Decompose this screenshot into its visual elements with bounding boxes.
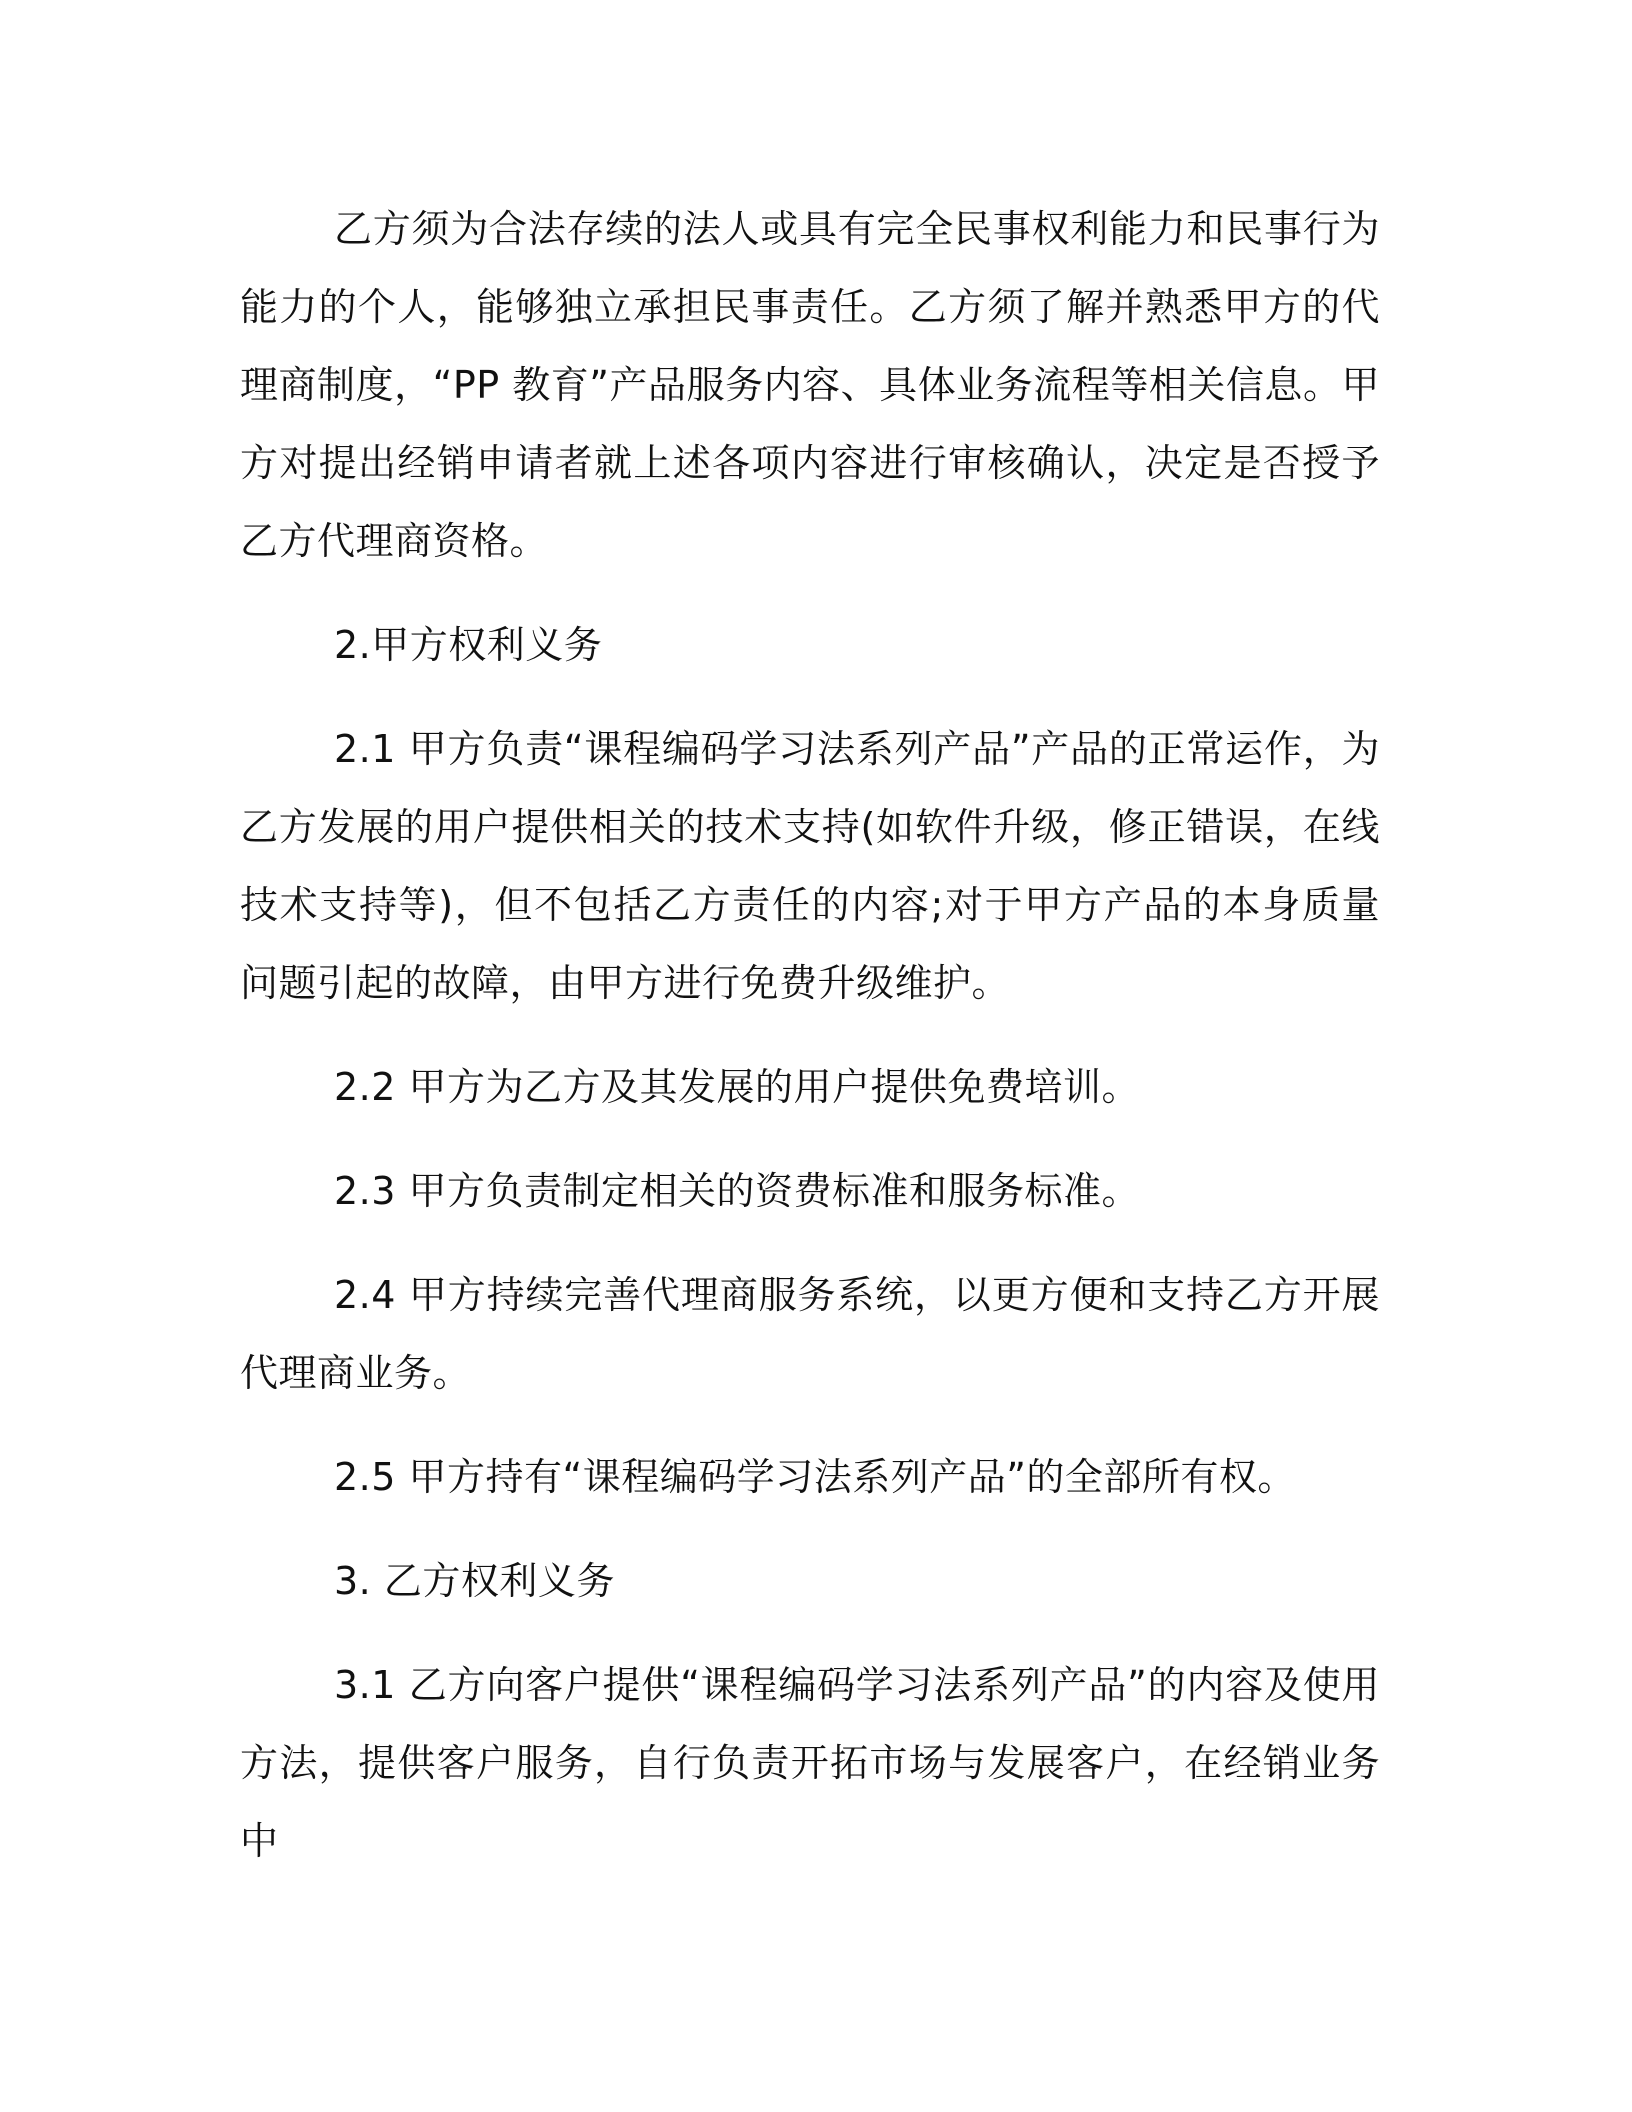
heading-party-a-rights: 2.甲方权利义务 [334,623,603,667]
paragraph-2-5: 2.5 甲方持有“课程编码学习法系列产品”的全部所有权。 [334,1455,1296,1499]
paragraph-3-1: 3.1 乙方向客户提供“课程编码学习法系列产品”的内容及使用方法，提供客户服务，自行负责开拓市场与发展客户，在经销业务中 [240,1663,1380,1863]
paragraph-2-1: 2.1 甲方负责“课程编码学习法系列产品”产品的正常运作，为乙方发展的用户提供相关的技术支持(如软件升级，修正错误，在线技术支持等)，但不包括乙方责任的内容;对于甲方产品的本身质量问题引起的故障，由甲方进行免费升级维护。 [240,727,1380,1005]
paragraph-2-4: 2.4 甲方持续完善代理商服务系统，以更方便和支持乙方开展代理商业务。 [240,1273,1380,1395]
heading-party-b-rights: 3. 乙方权利义务 [334,1559,615,1603]
paragraph-qualification: 乙方须为合法存续的法人或具有完全民事权利能力和民事行为能力的个人，能够独立承担民事责任。乙方须了解并熟悉甲方的代理商制度，“PP 教育”产品服务内容、具体业务流程等相关信息。甲方对提出经销申请者就上述各项内容进行审核确认，决定是否授予乙方代理商资格。 [240,207,1380,563]
document-page [240,190,1380,1906]
paragraph-2-2: 2.2 甲方为乙方及其发展的用户提供免费培训。 [334,1065,1141,1109]
paragraph-2-3: 2.3 甲方负责制定相关的资费标准和服务标准。 [334,1169,1141,1213]
